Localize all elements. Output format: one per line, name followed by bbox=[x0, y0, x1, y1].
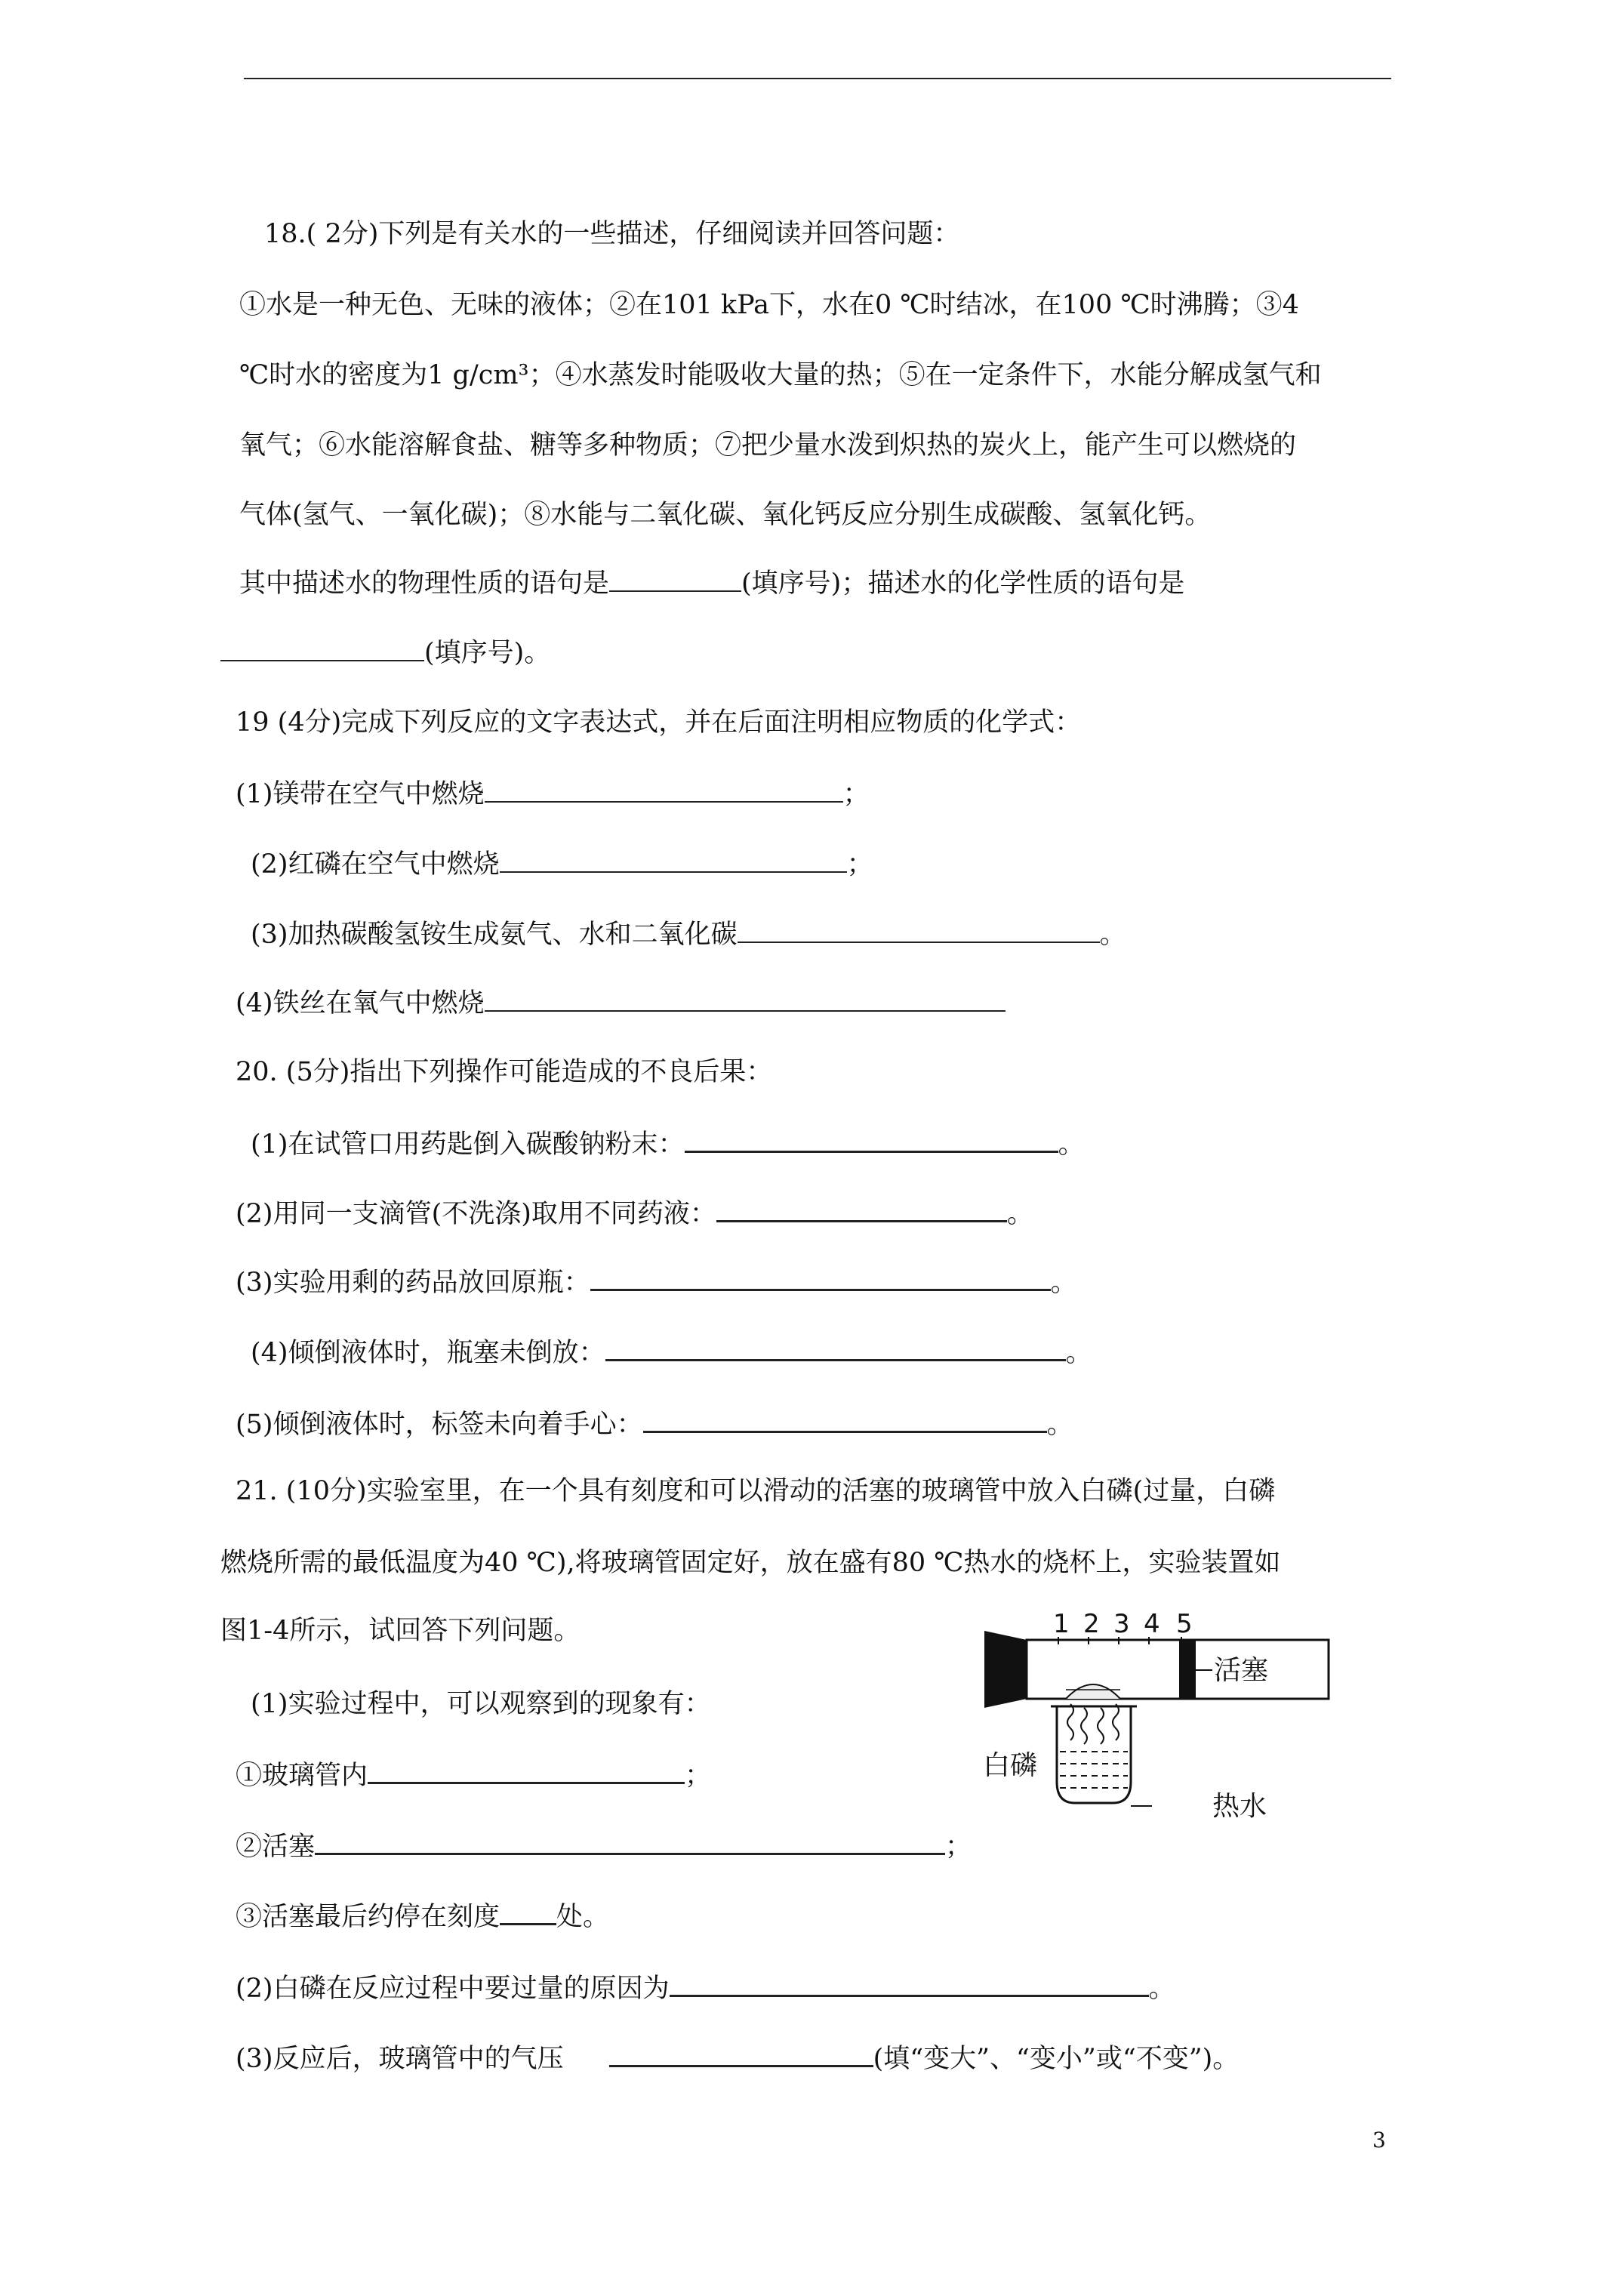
q21-part-1c-label: ③活塞最后约停在刻度 bbox=[236, 1902, 500, 1932]
q19-item-4-blank[interactable] bbox=[485, 988, 1006, 1012]
q21-line-1: 21. (10分)实验室里，在一个具有刻度和可以滑动的活塞的玻璃管中放入白磷(过量，白磷 bbox=[236, 1476, 1276, 1506]
q20-item-1-label: (1)在试管口用药匙倒入碳酸钠粉末： bbox=[251, 1130, 685, 1160]
q21-line-2: 燃烧所需的最低温度为40 ℃),将玻璃管固定好，放在盛有80 ℃热水的烧杯上，实验装置如 bbox=[220, 1548, 1281, 1578]
q18-physical-prompt: 其中描述水的物理性质的语句是 bbox=[239, 569, 610, 599]
q20-item-2 bbox=[236, 1197, 1033, 1229]
q20-item-5-blank[interactable] bbox=[643, 1408, 1047, 1433]
q20-item-3-label: (3)实验用剩的药品放回原瓶： bbox=[236, 1268, 590, 1298]
q20-item-1 bbox=[251, 1128, 1085, 1160]
q18-heading: 18.( 2分)下列是有关水的一些描述，仔细阅读并回答问题： bbox=[264, 219, 960, 249]
q21-part-2-label: (2)白磷在反应过程中要过量的原因为 bbox=[236, 1974, 670, 2004]
q19-item-3-label: (3)加热碳酸氢铵生成氨气、水和二氧化碳 bbox=[251, 920, 738, 950]
q20-item-1-blank[interactable] bbox=[685, 1128, 1058, 1153]
experiment-apparatus-figure bbox=[981, 1601, 1344, 1835]
tube-stopper bbox=[984, 1631, 1027, 1708]
q18-line-2: ℃时水的密度为1 g/cm³；④水蒸发时能吸收大量的热；⑤在一定条件下，水能分解成氢气和 bbox=[239, 360, 1322, 390]
q21-part-1b-blank[interactable] bbox=[315, 1830, 945, 1855]
q18-line-4: 气体(氢气、一氧化碳)；⑧水能与二氧化碳、氧化钙反应分别生成碳酸、氢氧化钙。 bbox=[239, 500, 1212, 530]
piston bbox=[1179, 1640, 1196, 1699]
scale-tick-3: 3 bbox=[1113, 1609, 1130, 1639]
q19-item-3 bbox=[251, 919, 1126, 950]
q19-item-2 bbox=[251, 849, 873, 880]
q21-part-1a bbox=[236, 1759, 711, 1791]
q20-item-3-period: 。 bbox=[1050, 1268, 1077, 1298]
q20-item-3 bbox=[236, 1266, 1077, 1298]
q21-part-1: (1)实验过程中，可以观察到的现象有： bbox=[251, 1689, 711, 1719]
q20-item-5-label: (5)倾倒液体时，标签未向着手心： bbox=[236, 1410, 643, 1440]
q18-line-5 bbox=[239, 568, 1184, 599]
q20-item-5 bbox=[236, 1408, 1073, 1440]
q21-part-2-period: 。 bbox=[1148, 1974, 1175, 2004]
scale-tick-5: 5 bbox=[1176, 1609, 1193, 1639]
scale-tick-1: 1 bbox=[1053, 1609, 1070, 1639]
q19-item-3-blank[interactable] bbox=[738, 919, 1100, 943]
q21-part-1b-semicolon: ； bbox=[945, 1832, 972, 1862]
q19-item-1-label: (1)镁带在空气中燃烧 bbox=[236, 779, 485, 809]
q21-part-1a-blank[interactable] bbox=[368, 1759, 685, 1784]
q20-item-2-period: 。 bbox=[1006, 1199, 1033, 1229]
q19-item-2-semicolon: ； bbox=[846, 849, 873, 880]
q20-item-2-blank[interactable] bbox=[716, 1197, 1007, 1222]
q21-part-1c-blank[interactable] bbox=[500, 1900, 556, 1925]
q21-part-2-blank[interactable] bbox=[670, 1972, 1149, 1997]
q21-part-3-suffix: (填“变大”、“变小”或“不变”)。 bbox=[873, 2044, 1240, 2074]
q20-item-5-period: 。 bbox=[1046, 1410, 1073, 1440]
hot-water-label: 热水 bbox=[1212, 1791, 1267, 1822]
hot-water bbox=[1060, 1752, 1128, 1788]
q20-item-4-blank[interactable] bbox=[605, 1336, 1066, 1361]
q20-item-4 bbox=[251, 1336, 1092, 1368]
scale-tick-4: 4 bbox=[1144, 1609, 1160, 1639]
q19-item-2-label: (2)红磷在空气中燃烧 bbox=[251, 849, 500, 880]
q19-item-4-label: (4)铁丝在氧气中燃烧 bbox=[236, 988, 485, 1019]
q21-part-1c-suffix: 处。 bbox=[556, 1902, 610, 1932]
q19-item-1-semicolon: ； bbox=[842, 779, 870, 809]
q18-physical-answer-blank[interactable] bbox=[609, 568, 741, 592]
q19-item-4 bbox=[236, 988, 1006, 1019]
scale-tick-2: 2 bbox=[1083, 1609, 1100, 1639]
steam-lines bbox=[1067, 1704, 1119, 1744]
q21-part-3 bbox=[236, 2042, 1239, 2074]
q20-item-4-period: 。 bbox=[1065, 1338, 1092, 1368]
q18-chemical-answer-blank[interactable] bbox=[220, 637, 424, 661]
q19-item-3-period: 。 bbox=[1099, 920, 1126, 950]
q19-heading: 19 (4分)完成下列反应的文字表达式，并在后面注明相应物质的化学式： bbox=[236, 707, 1082, 738]
q21-part-3-label: (3)反应后，玻璃管中的气压 bbox=[236, 2044, 564, 2074]
q20-heading: 20. (5分)指出下列操作可能造成的不良后果： bbox=[236, 1057, 773, 1087]
q21-part-1a-label: ①玻璃管内 bbox=[236, 1761, 368, 1791]
q21-part-1b-label: ②活塞 bbox=[236, 1832, 316, 1862]
page-number: 3 bbox=[1372, 2128, 1386, 2153]
q18-chemical-prompt: (填序号)；描述水的化学性质的语句是 bbox=[741, 569, 1185, 599]
q19-item-1 bbox=[236, 778, 870, 809]
q21-part-1c bbox=[236, 1900, 609, 1932]
phosphorus-label: 白磷 bbox=[983, 1750, 1038, 1781]
q21-line-3: 图1-4所示，试回答下列问题。 bbox=[220, 1616, 581, 1646]
q20-item-4-label: (4)倾倒液体时，瓶塞未倒放： bbox=[251, 1338, 605, 1368]
q18-line-6 bbox=[220, 637, 550, 668]
q19-item-1-blank[interactable] bbox=[485, 778, 843, 803]
q21-part-1b bbox=[236, 1830, 972, 1862]
q18-chemical-suffix: (填序号)。 bbox=[424, 638, 551, 668]
q21-part-3-blank[interactable] bbox=[609, 2042, 873, 2067]
header-rule bbox=[244, 78, 1391, 79]
q20-item-3-blank[interactable] bbox=[590, 1266, 1051, 1291]
q21-part-2 bbox=[236, 1972, 1175, 2004]
q21-part-1a-semicolon: ； bbox=[685, 1761, 712, 1791]
apparatus-diagram bbox=[981, 1601, 1344, 1835]
q19-item-2-blank[interactable] bbox=[500, 849, 847, 873]
q18-line-3: 氧气；⑥水能溶解食盐、糖等多种物质；⑦把少量水泼到炽热的炭火上，能产生可以燃烧的 bbox=[239, 430, 1297, 461]
piston-label: 活塞 bbox=[1214, 1655, 1269, 1686]
q20-item-1-period: 。 bbox=[1058, 1130, 1085, 1160]
q18-line-1: ①水是一种无色、无味的液体；②在101 kPa下，水在0 ℃时结冰，在100 ℃时沸腾；③4 bbox=[239, 290, 1299, 320]
q20-item-2-label: (2)用同一支滴管(不洗涤)取用不同药液： bbox=[236, 1199, 716, 1229]
white-phosphorus bbox=[1066, 1684, 1120, 1699]
